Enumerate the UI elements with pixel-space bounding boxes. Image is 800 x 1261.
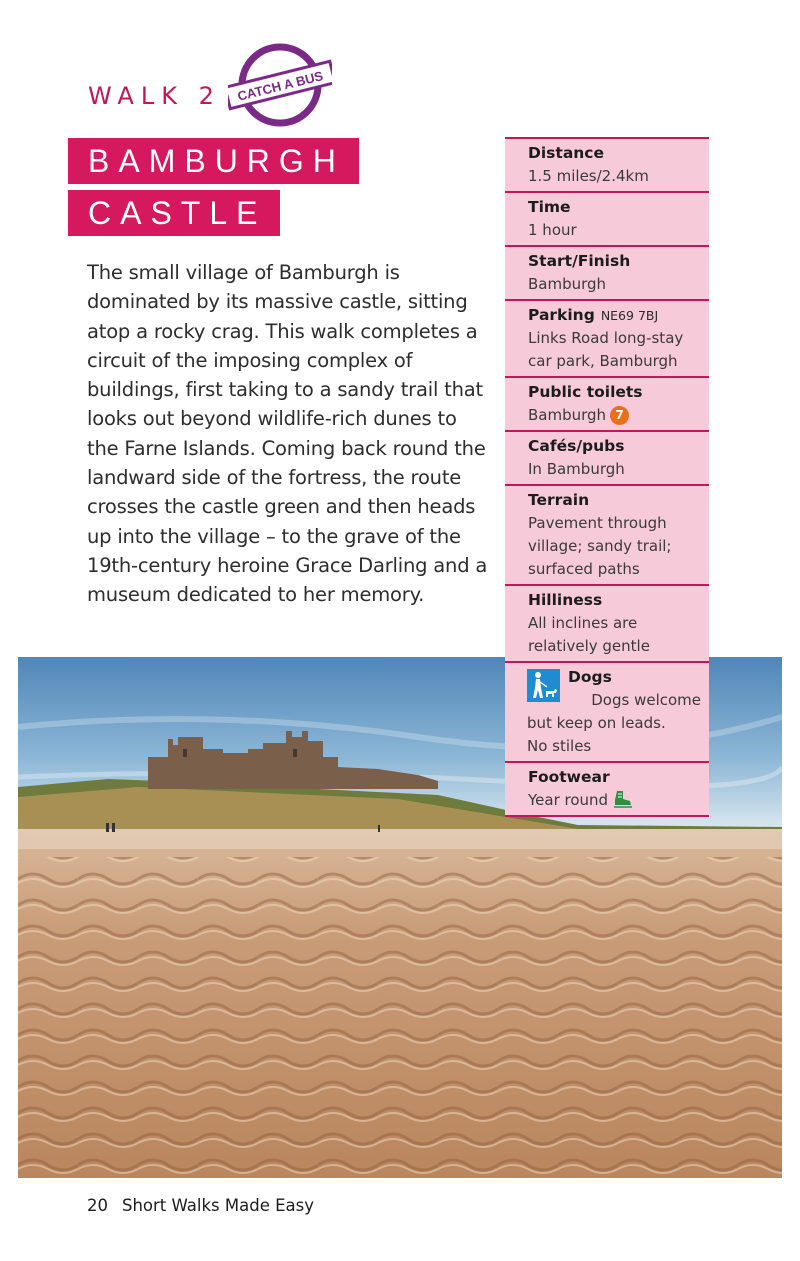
boot-icon	[611, 790, 633, 808]
walk-number-label: WALK 2	[88, 82, 221, 110]
map-point-badge: 7	[610, 406, 629, 425]
start-heading: Start/Finish	[528, 252, 631, 270]
parking-heading: Parking	[528, 306, 595, 324]
hilliness-heading: Hilliness	[528, 591, 603, 609]
footwear-value: Year round	[528, 791, 609, 809]
dogs-value-1: Dogs welcome	[591, 691, 701, 709]
dog-walking-icon	[527, 669, 560, 702]
title-line-2: CASTLE	[68, 190, 280, 236]
info-parking	[505, 301, 709, 378]
info-dogs	[505, 663, 709, 763]
cafes-value: In Bamburgh	[528, 460, 625, 478]
info-start-finish	[505, 247, 709, 301]
terrain-value-2: village; sandy trail;	[528, 537, 672, 555]
footwear-heading: Footwear	[528, 768, 610, 786]
intro-paragraph: The small village of Bamburgh is dominated by its massive castle, sitting atop a rocky crag. This walk completes a circuit of the imposing complex of buildings, first taking to a sandy trail that looks out beyond wildlife-rich dunes to the Farne Islands. Coming back round the landward side of the fortress, the route crosses the castle green and then heads up into the village – to the grave of the 19th-century heroine Grace Darling and a museum dedicated to her memory.	[87, 261, 488, 607]
time-heading: Time	[528, 198, 571, 216]
info-cafes	[505, 432, 709, 486]
hilliness-value-2: relatively gentle	[528, 637, 650, 655]
parking-postcode: NE69 7BJ	[600, 308, 659, 323]
terrain-value-1: Pavement through	[528, 514, 667, 532]
cafes-heading: Cafés/pubs	[528, 437, 625, 455]
info-distance	[505, 139, 709, 193]
dogs-heading: Dogs	[568, 668, 612, 686]
page-number: 20	[87, 1196, 108, 1215]
title-line-1: BAMBURGH	[68, 138, 359, 184]
walk-info-panel	[505, 137, 709, 817]
parking-value-1: Links Road long-stay	[528, 329, 684, 347]
toilets-value: Bamburgh	[528, 406, 607, 424]
terrain-value-3: surfaced paths	[528, 560, 640, 578]
info-toilets	[505, 378, 709, 432]
hilliness-value-1: All inclines are	[528, 614, 638, 632]
start-value: Bamburgh	[528, 275, 607, 293]
dogs-value-2: but keep on leads.	[527, 714, 666, 732]
roundel-text: CATCH A BUS	[235, 68, 325, 104]
terrain-heading: Terrain	[528, 491, 590, 509]
info-terrain	[505, 486, 709, 586]
bus-roundel-icon	[228, 42, 332, 128]
info-time	[505, 193, 709, 247]
parking-value-2: car park, Bamburgh	[528, 352, 678, 370]
distance-value: 1.5 miles/2.4km	[528, 167, 649, 185]
info-footwear	[505, 763, 709, 815]
toilets-heading: Public toilets	[528, 383, 643, 401]
page-footer	[87, 1196, 314, 1215]
distance-heading: Distance	[528, 144, 605, 162]
book-title: Short Walks Made Easy	[122, 1196, 314, 1215]
info-hilliness	[505, 586, 709, 663]
dogs-value-3: No stiles	[527, 737, 592, 755]
time-value: 1 hour	[528, 221, 577, 239]
